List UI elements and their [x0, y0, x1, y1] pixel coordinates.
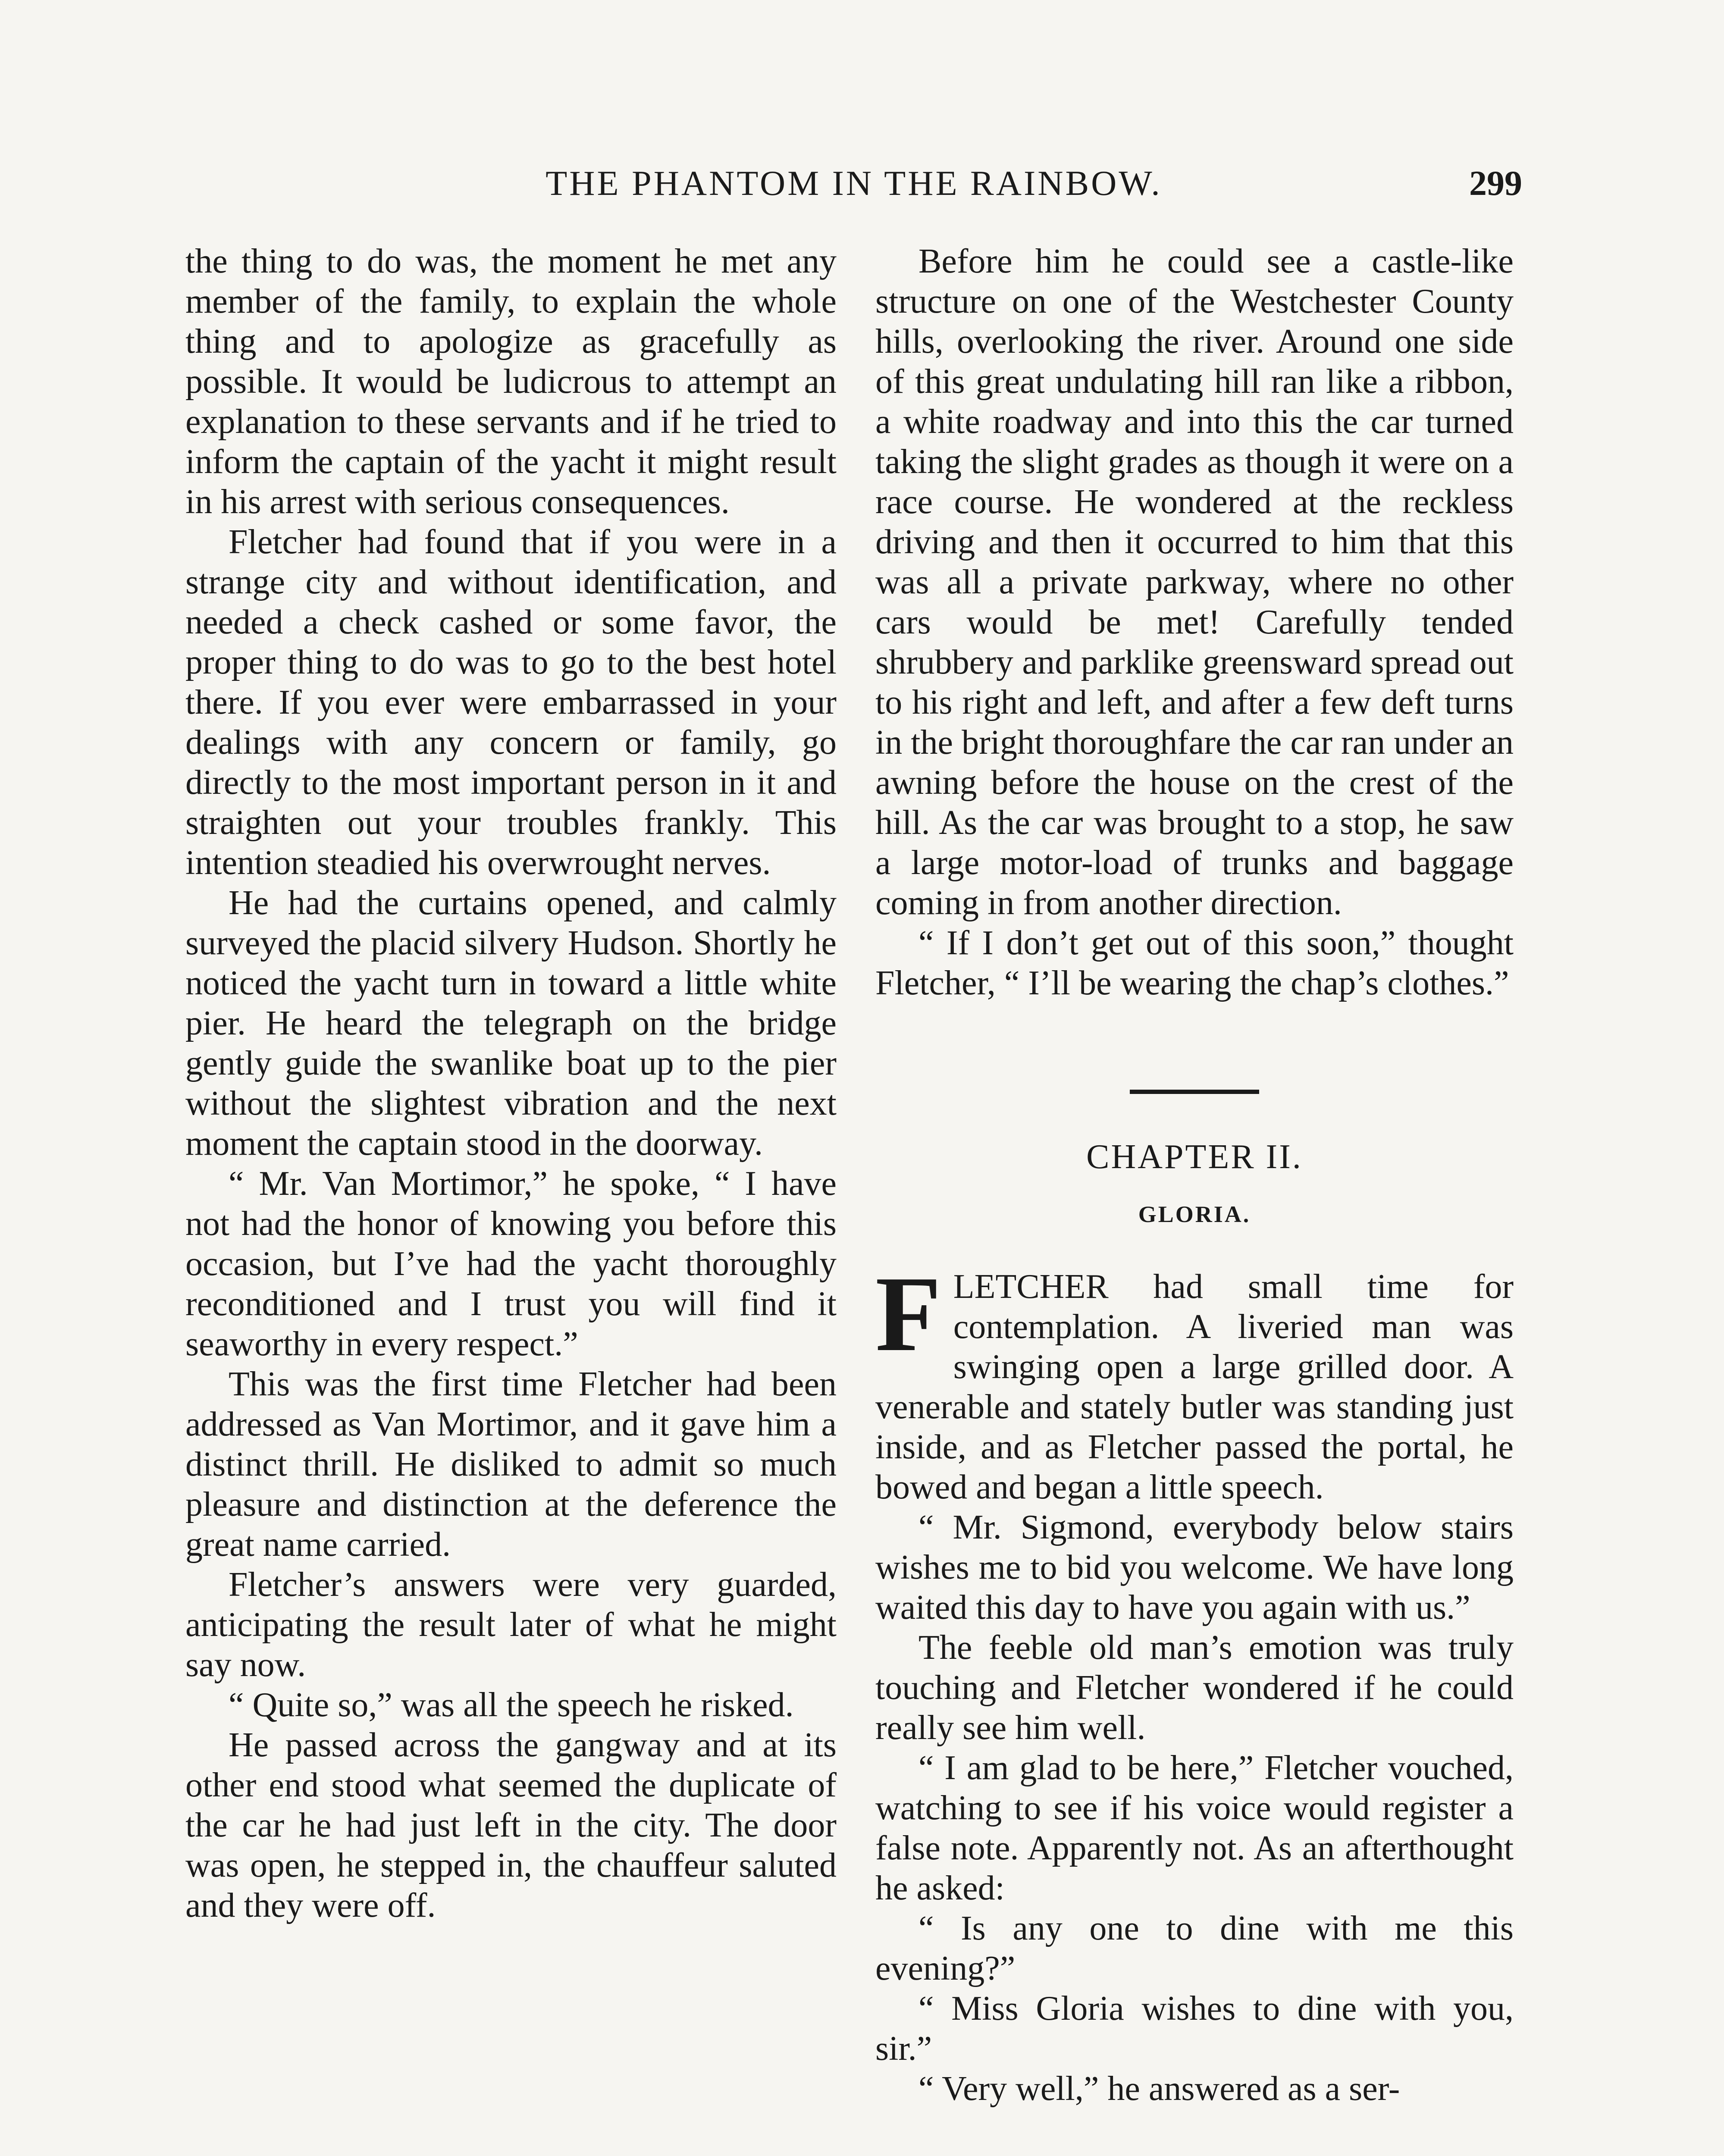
chapter-divider: [1130, 1090, 1259, 1094]
paragraph: “ Mr. Sigmond, everybody below stairs wishes me to bid you welcome. We have long waited this day to have you again with us.”: [875, 1508, 1514, 1626]
paragraph: “ I am glad to be here,” Fletcher vouched, watching to see if his voice would register a false note. Apparently not. As an afterthought he asked:: [875, 1749, 1514, 1907]
running-head: [185, 160, 1522, 211]
paragraph: “ Very well,” he answered as a ser-: [918, 2070, 1400, 2108]
drop-cap: F: [875, 1254, 941, 1374]
paragraph: “ Is any one to dine with me this evening?”: [875, 1909, 1514, 1987]
left-column: [185, 241, 837, 1926]
paragraph: “ Mr. Van Mortimor,” he spoke, “ I have not had the honor of knowing you before this occasion, but I’ve had the yacht thoroughly reconditioned and I trust you will find it seaworthy in every respect.”: [185, 1165, 837, 1363]
paragraph: The feeble old man’s emotion was truly touching and Fletcher wondered if he could really see him well.: [875, 1629, 1514, 1747]
paragraph: “ Miss Gloria wishes to dine with you, sir.”: [875, 1990, 1514, 2068]
paragraph: “ Quite so,” was all the speech he risked.: [229, 1686, 794, 1724]
paragraph: “ If I don’t get out of this soon,” thought Fletcher, “ I’ll be wearing the chap’s clothes.”: [875, 924, 1514, 1002]
paragraph: Before him he could see a castle-like structure on one of the Westchester County hills, overlooking the river. Around one side of this great undulating hill ran like a ribbon, a white roadway and into this the car turned taking the slight grades as though it were on a race course. He wondered at the reckless driving and then it occurred to him that this was all a private parkway, where no other cars would be met! Carefully tended shrubbery and parklike greensward spread out to his right and left, and after a few deft turns in the bright thoroughfare the car ran under an awning before the house on the crest of the hill. As the car was brought to a stop, he saw a large motor-load of trunks and baggage coming in from another direction.: [875, 242, 1514, 922]
running-title: THE PHANTOM IN THE RAINBOW.: [545, 163, 1162, 203]
page-number: 299: [1469, 163, 1522, 203]
paragraph: He had the curtains opened, and calmly surveyed the placid silvery Hudson. Shortly he noticed the yacht turn in toward a little white pier. He heard the telegraph on the bridge gently guide the swanlike boat up to the pier without the slightest vibration and the next moment the captain stood in the doorway.: [185, 884, 837, 1163]
chapter-opening-text: LETCHER had small time for contemplation. A liveried man was swinging open a large grilled door. A venerable and stately butler was standing just inside, and as Fletcher passed the portal, he bowed and began a little speech.: [875, 1268, 1514, 1506]
paragraph: Fletcher had found that if you were in a strange city and without identification, and needed a check cashed or some favor, the proper thing to do was to go to the best hotel there. If you ever were embarrassed in your dealings with any concern or family, go directly to the most important person in it and straighten out your troubles frankly. This intention steadied his overwrought nerves.: [185, 523, 837, 882]
paragraph: He passed across the gangway and at its other end stood what seemed the duplicate of the car he had just left in the city. The door was open, he stepped in, the chauffeur saluted and they were off.: [185, 1726, 837, 1924]
chapter-opening-paragraph: [875, 1254, 1514, 1507]
chapter-subtitle: GLORIA.: [1138, 1201, 1251, 1227]
paragraph: This was the first time Fletcher had been addressed as Van Mortimor, and it gave him a distinct thrill. He disliked to admit so much pleasure and distinction at the deference the great name carried.: [185, 1365, 837, 1564]
paragraph: the thing to do was, the moment he met any member of the family, to explain the whole thing and to apologize as gracefully as possible. It would be ludicrous to attempt an explanation to these servants and if he tried to inform the captain of the yacht it might result in his arrest with serious consequences.: [185, 242, 837, 521]
paragraph: Fletcher’s answers were very guarded, anticipating the result later of what he might say now.: [185, 1566, 837, 1684]
chapter-title: CHAPTER II.: [1086, 1138, 1303, 1176]
right-column: [875, 241, 1514, 2109]
